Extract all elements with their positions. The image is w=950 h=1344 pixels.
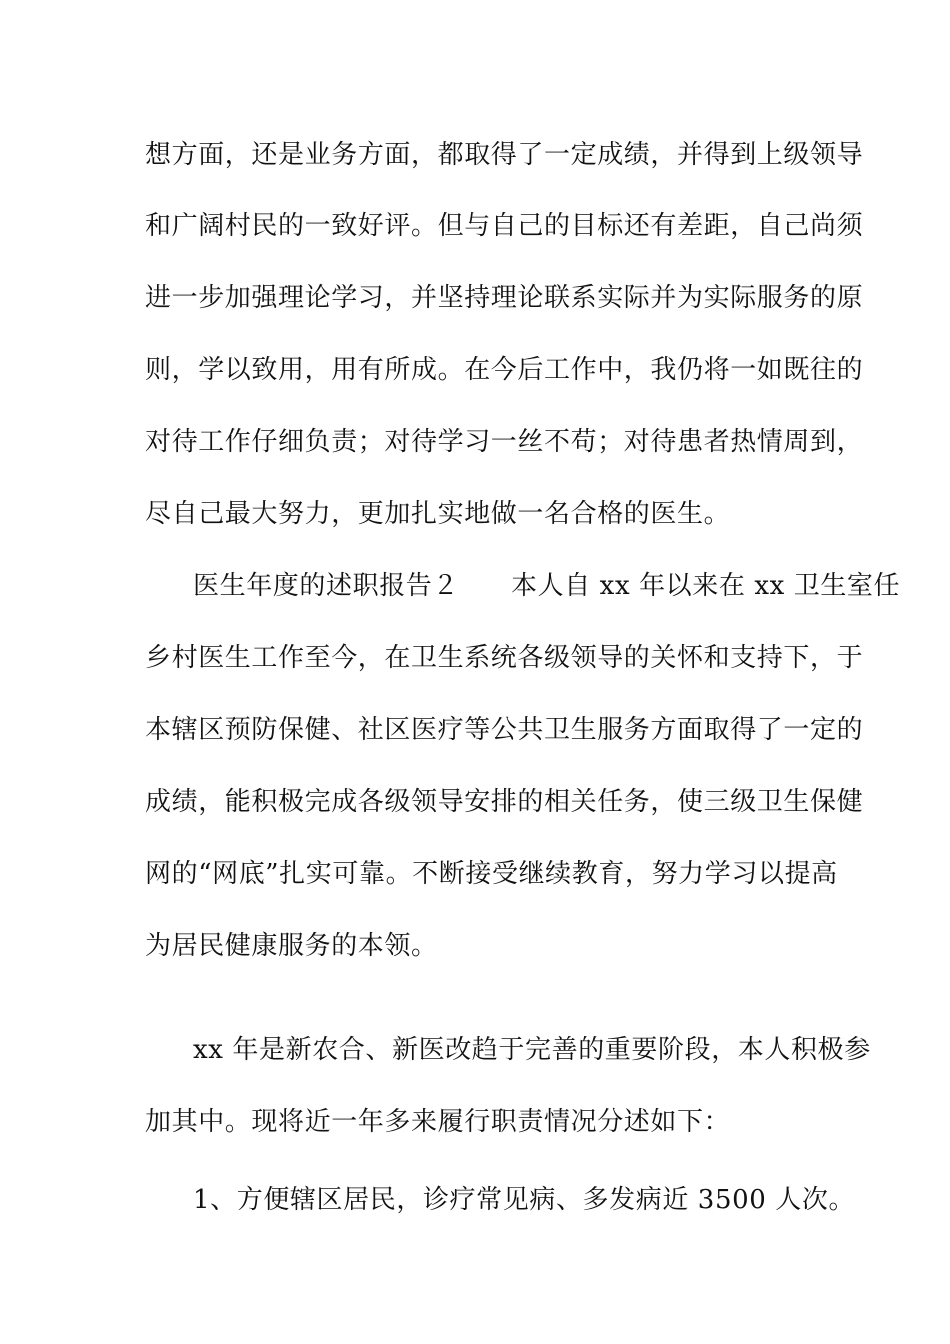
text-line: 本辖区预防保健、社区医疗等公共卫生服务方面取得了一定的 [145, 715, 864, 745]
text-line: 成绩，能积极完成各级领导安排的相关任务，使三级卫生保健 [145, 787, 864, 817]
text-line: 想方面，还是业务方面，都取得了一定成绩，并得到上级领导 [145, 140, 864, 170]
section-heading-line [193, 566, 901, 606]
text-line: 对待工作仔细负责；对待学习一丝不苟；对待患者热情周到， [145, 427, 864, 457]
text-line: 则，学以致用，用有所成。在今后工作中，我仍将一如既往的 [145, 355, 864, 385]
text-line: 和广阔村民的一致好评。但与自己的目标还有差距，自己尚须 [145, 211, 864, 241]
text-line: 进一步加强理论学习，并坚持理论联系实际并为实际服务的原 [145, 283, 864, 313]
text-line: 加其中。现将近一年多来履行职责情况分述如下： [145, 1107, 731, 1137]
text-line: xx 年是新农合、新医改趋于完善的重要阶段，本人积极参 [193, 1035, 871, 1065]
text-line: 尽自己最大努力，更加扎实地做一名合格的医生。 [145, 499, 731, 529]
list-item: 1、方便辖区居民，诊疗常见病、多发病近 3500 人次。 [193, 1185, 856, 1215]
text-line: 网的“网底”扎实可靠。不断接受继续教育，努力学习以提高 [145, 859, 838, 889]
section-heading: 医生年度的述职报告２ [193, 571, 460, 601]
paragraph-start: 本人自 xx 年以来在 xx 卫生室任 [511, 571, 901, 601]
text-line: 为居民健康服务的本领。 [145, 931, 438, 961]
text-line: 乡村医生工作至今，在卫生系统各级领导的关怀和支持下，于 [145, 643, 864, 673]
